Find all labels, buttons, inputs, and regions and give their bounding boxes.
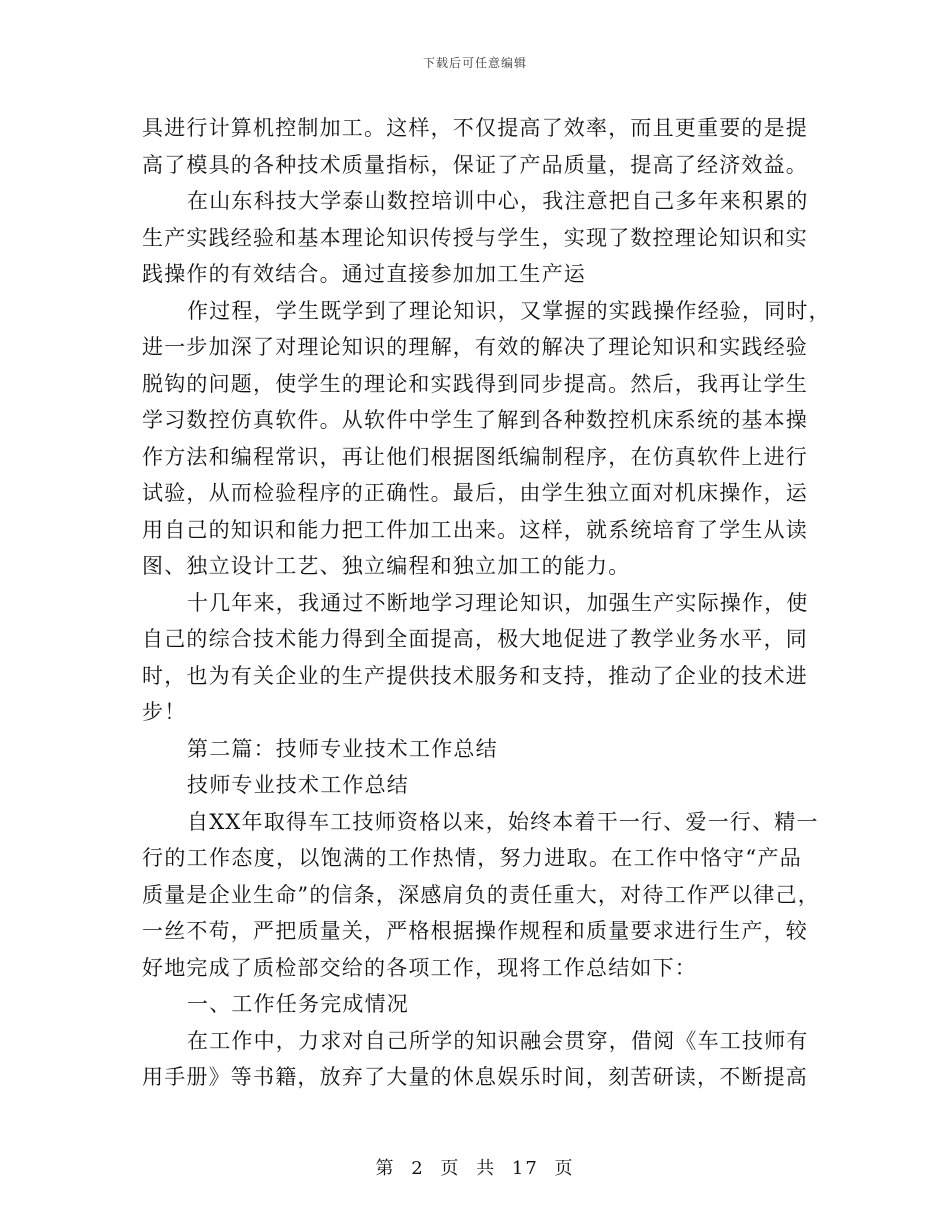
- section-subtitle: 技师专业技术工作总结: [187, 773, 409, 797]
- text-line: 作过程，学生既学到了理论知识，又掌握的实践操作经验，同时，: [187, 298, 831, 323]
- text-line: 一丝不苟，严把质量关，严格根据操作规程和质量要求进行生产，较: [142, 919, 808, 943]
- text-line: 试验，从而检验程序的正确性。最后，由学生独立面对机床操作，运: [142, 481, 808, 505]
- text-line: 具进行计算机控制加工。这样，不仅提高了效率，而且更重要的是提: [142, 116, 808, 140]
- footer-current-page: 2: [411, 1158, 425, 1179]
- text-line: 用自己的知识和能力把工件加工出来。这样，就系统培育了学生从读: [142, 517, 808, 542]
- footer-prefix: 第: [375, 1158, 396, 1179]
- text-line: 时，也为有关企业的生产提供技术服务和支持，推动了企业的技术进: [142, 663, 808, 688]
- text-line: 好地完成了质检部交给的各项工作，现将工作总结如下：: [142, 955, 697, 980]
- text-line: 行的工作态度，以饱满的工作热情，努力进取。在工作中恪守“产品: [142, 846, 802, 870]
- text-line: 质量是企业生命”的信条，深感肩负的责任重大，对待工作严以律己，: [142, 882, 820, 907]
- text-line: 自XX年取得车工技师资格以来，始终本着干一行、爱一行、精一: [187, 809, 819, 834]
- footer-suffix: 页: [554, 1158, 575, 1179]
- text-line: 自己的综合技术能力得到全面提高，极大地促进了教学业务水平，同: [142, 627, 808, 651]
- subheading: 一、工作任务完成情况: [187, 992, 409, 1016]
- footer-total-label: 共: [476, 1158, 497, 1179]
- text-line: 作方法和编程常识，再让他们根据图纸编制程序，在仿真软件上进行: [142, 444, 808, 469]
- footer-total-pages: 17: [511, 1158, 539, 1179]
- document-body: [142, 110, 831, 1096]
- text-line: 践操作的有效结合。通过直接参加加工生产运: [142, 262, 586, 286]
- text-line: 进一步加深了对理论知识的理解，有效的解决了理论知识和实践经验: [142, 335, 808, 359]
- footer-page-label: 页: [440, 1158, 461, 1179]
- text-line: 学习数控仿真软件。从软件中学生了解到各种数控机床系统的基本操: [142, 408, 808, 432]
- text-line: 在工作中，力求对自己所学的知识融会贯穿，借阅《车工技师有: [187, 1028, 809, 1053]
- section-title: 第二篇：技师专业技术工作总结: [187, 736, 498, 761]
- text-line: 脱钩的问题，使学生的理论和实践得到同步提高。然后，我再让学生: [142, 371, 808, 396]
- text-line: 十几年来，我通过不断地学习理论知识，加强生产实际操作，使: [187, 590, 809, 615]
- text-line: 图、独立设计工艺、独立编程和独立加工的能力。: [142, 554, 631, 578]
- text-line: 在山东科技大学泰山数控培训中心，我注意把自己多年来积累的: [187, 189, 809, 213]
- text-line: 用手册》等书籍，放弃了大量的休息娱乐时间，刻苦研读，不断提高: [142, 1065, 808, 1089]
- header-note: 下载后可任意编辑: [422, 56, 527, 70]
- text-line: 步！: [142, 700, 187, 724]
- text-line: 生产实践经验和基本理论知识传授与学生，实现了数控理论知识和实: [142, 225, 808, 250]
- text-line: 高了模具的各种技术质量指标，保证了产品质量，提高了经济效益。: [142, 152, 808, 177]
- page-number-footer: [0, 1154, 950, 1180]
